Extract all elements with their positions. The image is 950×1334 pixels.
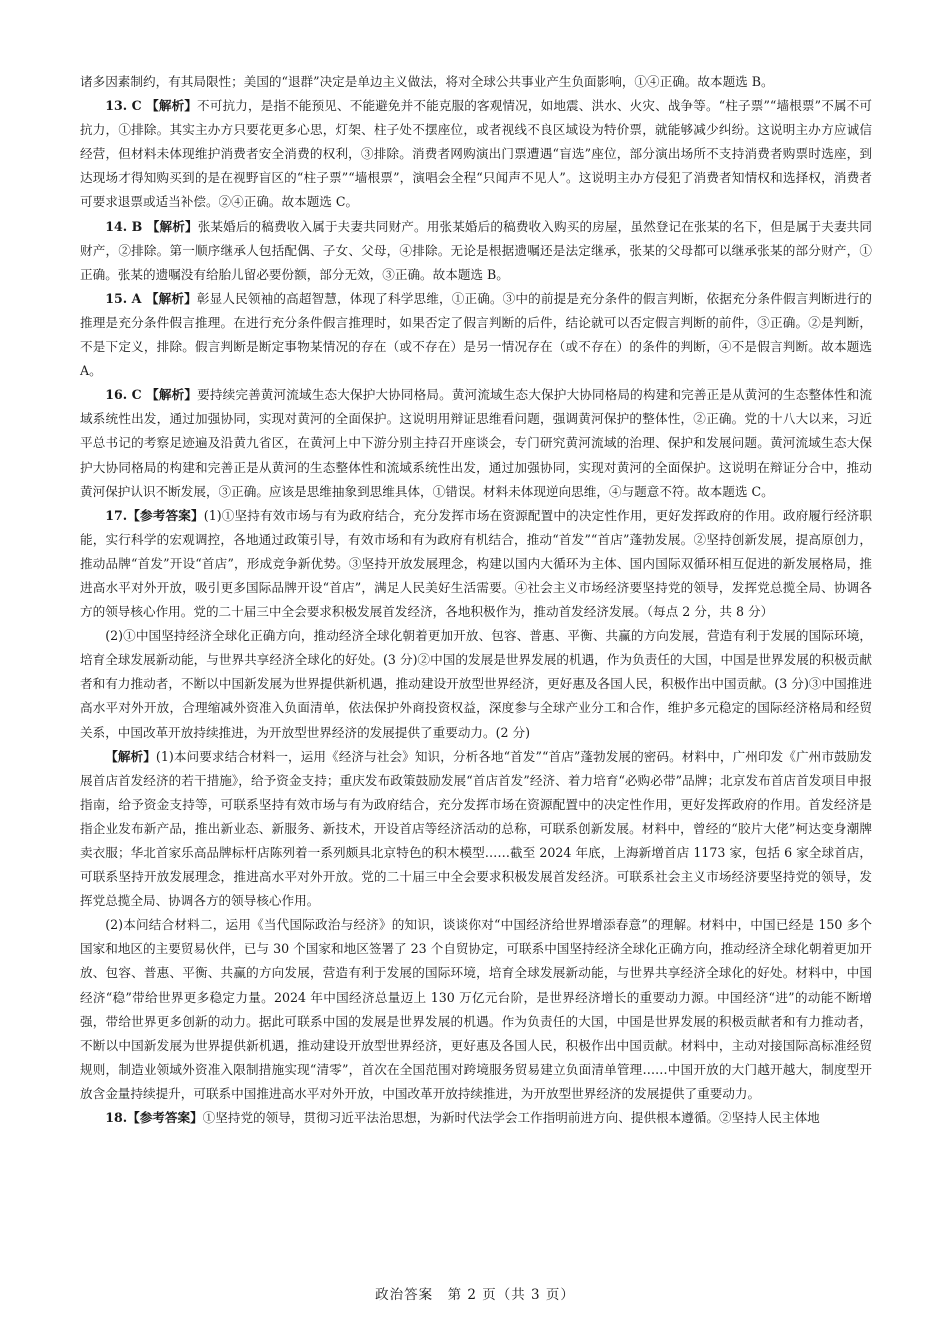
answer-label: 17.【参考答案】: [105, 507, 204, 523]
answer-18-reference: [80, 1106, 872, 1130]
answer-17-reference: [80, 504, 872, 624]
answer-17-analysis: [80, 745, 872, 914]
paragraph-continuation: [80, 70, 872, 94]
paragraph-text: (1)①坚持有效市场与有为政府结合，充分发挥市场在资源配置中的决定性作用，更好发挥政府的作用。政府履行经济职能，实行科学的宏观调控，各地通过政策引导，有效市场和有为政府有机结合，推动“首发”“首店”蓬勃发展。②坚持创新发展，提高原创力，推动品牌“首发”开设“首店”，形成竞争新优势。③坚持开放发展理念，构建以国内大循环为主体、国内国际双循环相互促进的新发展格局，推进高水平对外开放，吸引更多国际品牌开设“首店”，满足人民美好生活需要。④社会主义市场经济要坚持党的领导，发挥党总揽全局、协调各方的领导核心作用。党的二十届三中全会要求积极发展首发经济，各地积极作为，推动首发经济发展。（每点 2 分，共 8 分）: [80, 507, 872, 620]
paragraph-text: (2)本问结合材料二，运用《当代国际政治与经济》的知识，谈谈你对“中国经济给世界增添春意”的理解。材料中，中国已经是 150 多个国家和地区的主要贸易伙伴，已与 30 个国家和地区签署了 23 个自贸协定，可联系中国坚持经济全球化正确方向，推动经济全球化朝着更加开放、包容、普惠、平衡、共赢的方向发展，营造有利于发展的国际环境，培育全球发展新动能，与世界共享经济全球化的好处。材料中，中国经济“稳”带给世界更多稳定力量。2024 年中国经济总量迈上 130 万亿元台阶，是世界经济增长的重要动力源。中国经济“进”的动能不断增强，带给世界更多创新的动力。据此可联系中国的发展是世界发展的机遇。作为负责任的大国，中国是世界发展的积极贡献者和有力推动者，不断以中国新发展为世界提供新机遇，推动建设开放型世界经济，更好惠及各国人民，积极作出中国贡献。材料中，主动对接国际高标准经贸规则，制造业领域外资准入限制措施实现“清零”，首次在全国范围对跨境服务贸易建立负面清单管理……中国开放的大门越开越大，制度型开放含金量持续提升，可联系中国推进高水平对外开放，中国改革开放持续推进，为开放型世界经济的发展提供了重要动力。: [80, 917, 872, 1101]
page-footer: 政治答案 第 2 页（共 3 页）: [375, 1287, 575, 1303]
answer-17-analysis-part2: [80, 913, 872, 1106]
answer-label: 【解析】: [105, 748, 156, 764]
paragraph-text: 彰显人民领袖的高超智慧，体现了科学思维，①正确。③中的前提是充分条件的假言判断，依据充分条件假言判断进行的推理是充分条件假言推理。在进行充分条件假言推理时，如果否定了假言判断的后件，结论就可以否定假言判断的前件，③正确。②是判断，不是下定义，排除。假言判断是断定事物某情况的存在（或不存在）是另一情况存在（或不存在）的条件的判断，④不是假言判断。故本题选 A。: [80, 290, 873, 379]
answer-16: [80, 383, 872, 503]
paragraph-text: 要持续完善黄河流域生态大保护大协同格局。黄河流域生态大保护大协同格局的构建和完善正是从黄河的生态整体性和流域系统性出发，通过加强协同，实现对黄河的全面保护。这说明用辩证思维看问题，强调黄河保护的整体性，②正确。党的十八大以来，习近平总书记的考察足迹遍及沿黄九省区，在黄河上中下游分别主持召开座谈会，专门研究黄河流域的治理、保护和发展问题。黄河流域生态大保护大协同格局的构建和完善正是从黄河的生态整体性和流域系统性出发，通过加强协同，实现对黄河的全面保护。这说明在辩证分合中，推动黄河保护认识不断发展，③正确。应该是思维抽象到思维具体，①错误。材料未体现逆向思维，④与题意不符。故本题选 C。: [80, 387, 873, 499]
paragraph-text: ①坚持党的领导，贯彻习近平法治思想，为新时代法学会工作指明前进方向、提供根本遵循。②坚持人民主体地: [202, 1110, 820, 1126]
answer-label: 13. C 【解析】: [105, 98, 198, 114]
answer-13: [80, 94, 872, 214]
paragraph-text: 张某婚后的稿费收入属于夫妻共同财产。用张某婚后的稿费收入购买的房屋，虽然登记在张某的名下，但是属于夫妻共同财产，②排除。第一顺序继承人包括配偶、子女、父母，④排除。无论是根据遗嘱还是法定继承，张某的父母都可以继承张某的部分财产，①正确。张某的遗嘱没有给胎儿留必要份额，部分无效，③正确。故本题选 B。: [80, 218, 873, 282]
paragraph-text: 诸多因素制约，有其局限性；美国的“退群”决定是单边主义做法，将对全球公共事业产生负面影响，①④正确。故本题选 B。: [80, 74, 774, 89]
answer-14: [80, 215, 872, 287]
answer-label: 18.【参考答案】: [105, 1110, 203, 1126]
answer-17-part2: [80, 624, 872, 744]
answer-label: 15. A 【解析】: [105, 290, 197, 306]
answer-label: 16. C 【解析】: [105, 387, 198, 403]
answer-15: [80, 287, 872, 383]
paragraph-text: (2)①中国坚持经济全球化正确方向，推动经济全球化朝着更加开放、包容、普惠、平衡、共赢的方向发展，营造有利于发展的国际环境，培育全球发展新动能，与世界共享经济全球化的好处。(3 分)②中国的发展是世界发展的机遇，作为负责任的大国，中国是世界发展的积极贡献者和有力推动者，不断以中国新发展为世界提供新机遇，推动建设开放型世界经济，更好惠及各国人民，积极作出中国贡献。(3 分)③中国推进高水平对外开放，合理缩减外资准入负面清单，依法保护外商投资权益，深度参与全球产业分工和合作，维护多元稳定的国际经济格局和经贸关系，中国改革开放持续推进，为开放型世界经济的发展提供了重要动力。(2 分): [80, 628, 872, 740]
paragraph-text: (1)本问要求结合材料一，运用《经济与社会》知识，分析各地“首发”“首店”蓬勃发展的密码。材料中，广州印发《广州市鼓励发展首店首发经济的若干措施》，给予资金支持；重庆发布政策鼓励发展“首店首发”经济、着力培育“必购必带”品牌；北京发布首店首发项目申报指南，给予资金支持等，可联系坚持有效市场与有为政府结合，充分发挥市场在资源配置中的决定性作用，更好发挥政府的作用。首发经济是指企业发布新产品，推出新业态、新服务、新技术，开设首店等经济活动的总称，可联系创新发展。材料中，曾经的“胶片大佬”柯达变身潮牌卖衣服；华北首家乐高品牌标杆店陈列着一系列颇具北京特色的积木模型……截至 2024 年底，上海新增首店 1173 家，包括 6 家全球首店，可联系坚持开放发展理念，推进高水平对外开放。党的二十届三中全会要求积极发展首发经济。可联系社会主义市场经济要坚持党的领导，发挥党总揽全局、协调各方的领导核心作用。: [80, 748, 872, 909]
answer-label: 14. B 【解析】: [105, 218, 198, 234]
paragraph-text: 不可抗力，是指不能预见、不能避免并不能克服的客观情况，如地震、洪水、火灾、战争等。“柱子票”“墙根票”不属不可抗力，①排除。其实主办方只要花更多心思，灯架、柱子处不摆座位，或者视线不良区域设为特价票，就能够减少纠纷。这说明主办方应诚信经营，但材料未体现维护消费者安全消费的权利，③排除。消费者网购演出门票遭遇“盲选”座位，部分演出场所不支持消费者购票时选座，到达现场才得知购买到的是在视野盲区的“柱子票”“墙根票”，演唱会全程“只闻声不见人”。这说明主办方侵犯了消费者知情权和选择权，消费者可要求退票或适当补偿。②④正确。故本题选 C。: [80, 98, 872, 210]
